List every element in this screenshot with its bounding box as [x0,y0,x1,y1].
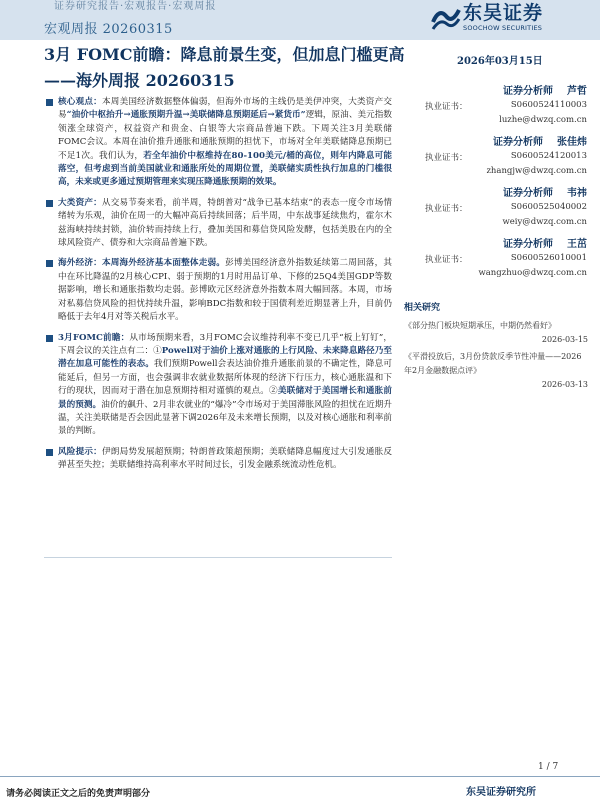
section-text: 我们预期Powell会表达油价推升通胀前景的不确定性，降息可能延后，但另一方面，也会强调非农就业数据所体现的经济下行压力，核心通胀温和下行的现状，因而对于潜在加息预期持相对谨慎的观点。② [58,359,392,397]
analyst-name: 张佳炜 [557,137,587,148]
analyst-panel [422,82,587,286]
section-text: 彭博美国经济意外指数延续第二周回落，其中在环比降温的2月核心CPI、弱于预期的1月时用品订单、下修的25Q4美国GDP等数据影响，增长和通胀指数均走弱。彭博欧元区经济意外指数本周大幅回落。本周，市场对私募信贷风险的担忧持续升温，影响BDC指数和较于国债利差近期显著上升，目前仍略低于去年4月对等关税后水平。 [58,258,392,323]
related-item-title[interactable]: 《平滑投放后，3月份贷款反季节性冲量——2026年2月金融数据点评》 [404,352,582,375]
page-number: 1 / 7 [538,762,559,772]
section-highlight: Powell对于油价上涨对通胀的上行风险、未来降息路径乃至潜在加息可能性的表态。 [58,345,392,370]
footer-divider [0,776,600,777]
summary-body [44,96,392,480]
cert-label: 执业证书： [425,102,468,112]
bullet-square-icon [46,449,53,456]
section-highlight: 若全年油价中枢维持在80-100美元/桶的高位，则年内降息可能落空，但考虑到当前美国就业和通胀所处的周期位置，美联储实质性执行加息的门槛很高，未来或更多通过预期管理来实现压降通胀预期的效果。 [58,150,393,188]
disclaimer-note: 请务必阅读正文之后的免责声明部分 [6,789,151,799]
analyst-entry [422,184,587,227]
related-item-title[interactable]: 《部分热门板块短期承压，中期仍然看好》 [404,321,556,330]
section-highlight: 美联储对于美国增长和通胀前景的预测。 [58,386,392,410]
section-text: 伊朗局势发展超预期；特朗普政策超预期；美联储降息幅度过大引发通胀反弹甚至失控；美联储维持高利率水平时间过长，引发金融系统流动性危机。 [58,446,392,471]
footer-brand: 东吴证券研究所 [466,787,536,798]
section-fomc-preview [44,332,392,439]
analyst-email[interactable]: wangzhuo@dwzq.com.cn [478,268,587,278]
cert-number: S0600526010001 [510,253,587,263]
bullet-square-icon [46,335,53,342]
analyst-role: 证券分析师 [503,86,553,97]
wave-logo-icon [431,2,461,32]
report-date: 2026年03月15日 [457,56,543,67]
logo-text-cn: 东吴证券 [463,2,544,24]
analyst-name: 芦哲 [567,86,587,97]
cert-label: 执业证书： [425,153,468,163]
bullet-square-icon [46,260,53,267]
cert-label: 执业证书： [425,255,468,265]
section-label: 大类资产： [58,197,102,208]
section-highlight: “油价中枢抬升→通胀预期升温→美联储降息预期延后→紧货币” [66,110,306,121]
section-core-view [44,96,392,190]
section-label: 核心观点： [58,97,102,107]
logo-text-en: SOOCHOW SECURITIES [463,24,543,32]
analyst-entry [422,133,587,176]
section-highlight: 本周海外经济基本面整体走弱。 [101,258,226,269]
analyst-email[interactable]: zhangjw@dwzq.com.cn [486,166,587,176]
section-asset-classes [44,197,392,251]
report-title: 3月 FOMC前瞻：降息前景生变，但加息门槛更高——海外周报 20260315 [44,45,405,90]
section-label: 风险提示： [58,446,102,457]
analyst-email[interactable]: luzhe@dwzq.com.cn [499,115,587,125]
analyst-name: 韦祎 [567,188,587,199]
section-text: 从交易节奏来看，前半周，特朗普对“战争已基本结束”的表态一度令市场情绪转为乐观，油价在周一的大幅冲高后持续回落；后半周，中东战事延续焦灼，霍尔木兹海峡持续封锁，油价转而持续上行，叠加美国和募信贷风险发酵，包括美股在内的全球风险资产、债券和大宗商品普遍下跌。 [58,197,392,249]
bullet-square-icon [46,99,53,106]
section-label: 3月FOMC前瞻： [58,332,130,343]
cert-label: 执业证书： [425,204,468,214]
section-divider [44,557,392,558]
analyst-entry [422,82,587,125]
cert-number: S0600525040002 [510,202,587,212]
analyst-email[interactable]: weiy@dwzq.com.cn [502,217,587,227]
cert-number: S0600524110003 [510,100,587,110]
company-logo [431,2,543,32]
report-series: 宏观周报 20260315 [44,22,173,37]
section-text: 逻辑，原油、美元指数领涨全球资产，权益资产和贵金、白银等大宗商品普遍下跌。下周关注3月美联储FOMC会议。本周在油价推升通胀和通胀预期的担忧下，市场对全年美联储降息预期已不足1次。我们认为， [58,110,392,161]
section-text: 本周美国经济数据整体偏弱，但海外市场的主线仍是美伊冲突，大类资产交易 [58,97,392,121]
analyst-entry [422,235,587,278]
section-text: 从市场预期来看，3月FOMC会议维持利率不变已几乎“板上钉钉”，下周会议的关注点有二：① [58,332,393,356]
section-overseas-economy [44,257,392,324]
section-label: 海外经济： [58,258,102,269]
section-risk-warning [44,446,392,473]
related-item-date: 2026-03-15 [541,335,588,344]
related-heading: 相关研究 [404,303,441,313]
related-research [404,300,588,395]
analyst-role: 证券分析师 [493,137,543,148]
analyst-name: 王茁 [567,239,587,250]
analyst-role: 证券分析师 [503,188,553,199]
section-text: 油价的飙升、2月非农就业的“爆冷”令市场对于美国滞胀风险的担忧在近期升温，关注美联储是否会因此显著下调2026年及未来增长预期，以及对核心通胀和利率前景的判断。 [58,399,392,437]
bullet-square-icon [46,200,53,207]
analyst-role: 证券分析师 [503,239,553,250]
report-category: 证券研究报告·宏观报告·宏观周报 [54,1,217,12]
cert-number: S0600524120013 [510,151,587,161]
related-item-date: 2026-03-13 [541,380,588,389]
